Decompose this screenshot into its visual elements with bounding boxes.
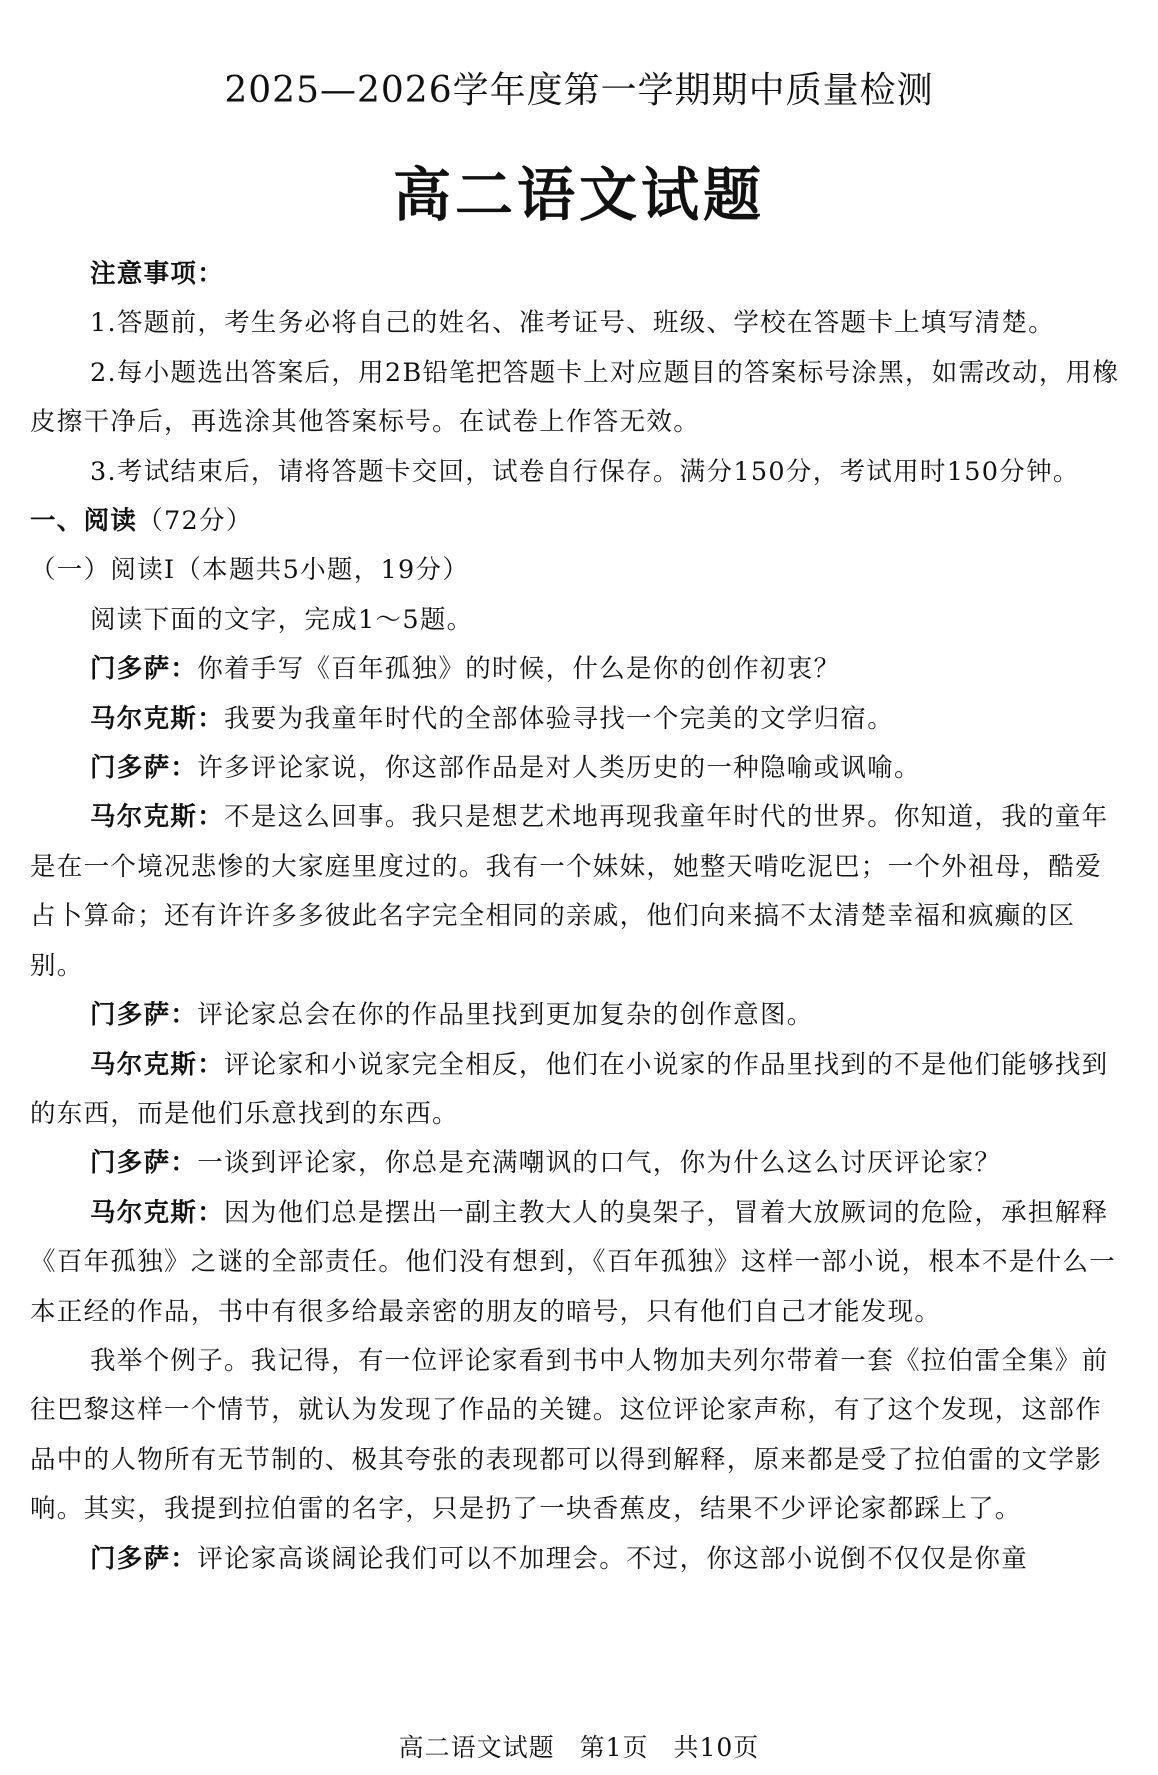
speaker-name: 马尔克斯： <box>90 1197 225 1228</box>
reading-instruction: 阅读下面的文字，完成1～5题。 <box>90 604 474 635</box>
notice-item-3: 3.考试结束后，请将答题卡交回，试卷自行保存。满分150分，考试用时150分钟。 <box>90 456 1080 487</box>
dialogue-line <box>30 1337 1128 1535</box>
dialogue-text: 因为他们总是摆出一副主教大人的臭架子，冒着大放厥词的危险，承担解释《百年孤独》之谜的全部责任。他们没有想到，《百年孤独》这样一部小说，根本不是什么一本正经的作品，书中有很多给最亲密的朋友的暗号，只有他们自己才能发现。 <box>30 1197 1117 1327</box>
speaker-name: 门多萨： <box>90 1148 198 1179</box>
dialogue-text: 评论家总会在你的作品里找到更加复杂的创作意图。 <box>197 1000 814 1031</box>
dialogue-text: 评论家和小说家完全相反，他们在小说家的作品里找到的不是他们能够找到的东西，而是他们乐意找到的东西。 <box>30 1049 1109 1129</box>
section-title: 一、阅读 <box>30 506 138 537</box>
dialogue-line <box>30 1139 1128 1188</box>
dialogue-text: 我要为我童年时代的全部体验寻找一个完美的文学归宿。 <box>224 703 895 734</box>
footer-page-number: 第1页 <box>579 1733 649 1762</box>
dialogue-text: 你着手写《百年孤独》的时候，什么是你的创作初衷？ <box>197 654 841 685</box>
dialogue-line <box>30 695 1128 744</box>
speaker-name: 门多萨： <box>90 654 198 685</box>
notice-item-2: 2.每小题选出答案后，用2B铅笔把答题卡上对应题目的答案标号涂黑，如需改动，用橡皮擦干净后，再选涂其他答案标号。在试卷上作答无效。 <box>30 357 1120 438</box>
exam-title: 高二语文试题 <box>392 161 765 229</box>
dialogue-line <box>30 645 1128 694</box>
dialogue-line <box>30 1041 1128 1140</box>
exam-subtitle: 2025—2026学年度第一学期期中质量检测 <box>224 70 934 111</box>
footer-title: 高二语文试题 <box>398 1733 555 1762</box>
section-heading <box>30 497 1128 546</box>
dialogue-text: 许多评论家说，你这部作品是对人类历史的一种隐喻或讽喻。 <box>197 753 921 784</box>
dialogue-line <box>30 744 1128 793</box>
subsection-heading: （一）阅读Ⅰ（本题共5小题，19分） <box>30 555 470 586</box>
footer-total-pages: 共10页 <box>673 1733 760 1762</box>
dialogue-text: 我举个例子。我记得，有一位评论家看到书中人物加夫列尔带着一套《拉伯雷全集》前往巴黎这样一个情节，就认为发现了作品的关键。这位评论家声称，有了这个发现，这部作品中的人物所有无节制的、极其夸张的表现都可以得到解释，原来都是受了拉伯雷的文学影响。其实，我提到拉伯雷的名字，只是扔了一块香蕉皮，结果不少评论家都踩上了。 <box>30 1345 1109 1525</box>
notice-heading: 注意事项： <box>90 259 225 289</box>
dialogue-line <box>30 1535 1128 1584</box>
speaker-name: 门多萨： <box>90 753 198 784</box>
speaker-name: 门多萨： <box>90 1543 198 1574</box>
speaker-name: 马尔克斯： <box>90 802 225 833</box>
dialogue-text: 不是这么回事。我只是想艺术地再现我童年时代的世界。你知道，我的童年是在一个境况悲惨的大家庭里度过的。我有一个妹妹，她整天啃吃泥巴；一个外祖母，酷爱占卜算命；还有许许多多彼此名字完全相同的亲戚，他们向来搞不太清楚幸福和疯癫的区别。 <box>30 802 1109 981</box>
dialogue-text: 一谈到评论家，你总是充满嘲讽的口气，你为什么这么讨厌评论家？ <box>197 1148 1002 1179</box>
speaker-name: 门多萨： <box>90 1000 198 1031</box>
notice-item-1: 1.答题前，考生务必将自己的姓名、准考证号、班级、学校在答题卡上填写清楚。 <box>90 308 1055 339</box>
dialogue-line <box>30 793 1128 991</box>
dialogue-line <box>30 991 1128 1040</box>
dialogue-line <box>30 1189 1128 1337</box>
section-score: （72分） <box>137 506 253 537</box>
dialogue-text: 评论家高谈阔论我们可以不加理会。不过，你这部小说倒不仅仅是你童 <box>197 1543 1029 1574</box>
speaker-name: 马尔克斯： <box>90 703 225 734</box>
exam-content <box>30 250 1128 1584</box>
page-footer <box>0 1728 1158 1764</box>
speaker-name: 马尔克斯： <box>90 1049 225 1080</box>
